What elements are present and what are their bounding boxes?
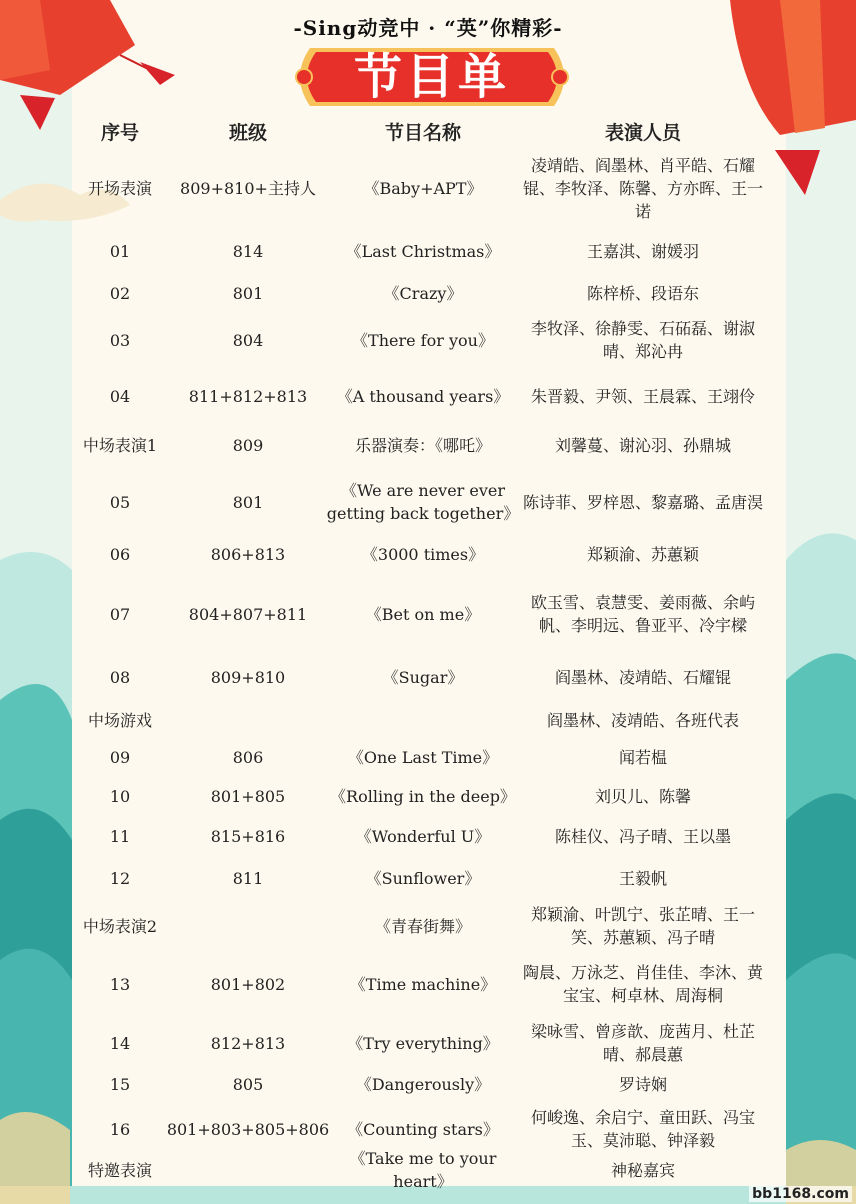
table-row bbox=[0, 700, 856, 740]
row-program bbox=[326, 902, 520, 950]
row-seq-text: 09 bbox=[109, 747, 131, 767]
row-program bbox=[326, 700, 520, 740]
row-class bbox=[170, 231, 326, 271]
row-seq-text: 中场表演2 bbox=[82, 916, 158, 936]
row-performers bbox=[520, 902, 766, 950]
row-class-text: 801 bbox=[232, 283, 264, 303]
row-class-text: 805 bbox=[232, 1074, 264, 1094]
table-row bbox=[0, 657, 856, 697]
table-row bbox=[0, 370, 856, 422]
row-seq-text: 02 bbox=[109, 283, 131, 303]
table-row bbox=[0, 857, 856, 899]
row-class-text: 804+807+811 bbox=[188, 604, 308, 624]
row-performers-text: 郑颖渝、苏蕙颖 bbox=[586, 544, 699, 564]
row-program bbox=[326, 314, 520, 366]
row-seq-text: 12 bbox=[109, 868, 131, 888]
table-row bbox=[0, 314, 856, 366]
row-class bbox=[170, 477, 326, 527]
table-row bbox=[0, 231, 856, 271]
row-program bbox=[326, 737, 520, 777]
row-class-text: 814 bbox=[232, 241, 264, 261]
row-performers-text: 李牧泽、徐静雯、石砳磊、谢淑晴、郑沁冉 bbox=[530, 319, 755, 361]
table-row bbox=[0, 1016, 856, 1070]
table-row bbox=[0, 273, 856, 313]
row-performers bbox=[520, 776, 766, 816]
row-seq-text: 08 bbox=[109, 667, 131, 687]
table-row bbox=[0, 902, 856, 950]
row-performers bbox=[520, 1156, 766, 1184]
row-program bbox=[326, 425, 520, 465]
row-seq bbox=[70, 1105, 170, 1153]
row-performers-text: 陈诗菲、罗梓恩、黎嘉璐、孟唐淏 bbox=[522, 492, 763, 512]
row-program-text: 《Dangerously》 bbox=[355, 1074, 491, 1094]
row-program-text: 《Bet on me》 bbox=[365, 604, 481, 624]
row-program bbox=[326, 816, 520, 856]
row-seq bbox=[70, 700, 170, 740]
row-performers-text: 王嘉淇、谢媛羽 bbox=[586, 241, 699, 261]
row-performers bbox=[520, 657, 766, 697]
row-class-text: 809+810 bbox=[210, 667, 286, 687]
row-seq bbox=[70, 1016, 170, 1070]
row-performers bbox=[520, 314, 766, 366]
row-class-text: 801+803+805+806 bbox=[166, 1119, 330, 1139]
row-class bbox=[170, 370, 326, 422]
row-class bbox=[170, 857, 326, 899]
row-seq bbox=[70, 580, 170, 648]
row-class bbox=[170, 902, 326, 950]
row-performers bbox=[520, 152, 766, 224]
row-class bbox=[170, 534, 326, 574]
row-seq-text: 04 bbox=[109, 386, 131, 406]
row-seq-text: 11 bbox=[109, 826, 131, 846]
table-row bbox=[0, 957, 856, 1011]
row-seq bbox=[70, 534, 170, 574]
row-performers-text: 神秘嘉宾 bbox=[610, 1160, 675, 1180]
row-program bbox=[326, 273, 520, 313]
row-seq-text: 14 bbox=[109, 1033, 131, 1053]
row-seq-text: 13 bbox=[109, 974, 131, 994]
row-class-text: 809+810+主持人 bbox=[180, 178, 316, 198]
row-seq-text: 03 bbox=[109, 330, 131, 350]
row-performers bbox=[520, 425, 766, 465]
row-program-text: 《Last Christmas》 bbox=[345, 241, 501, 261]
row-seq bbox=[70, 737, 170, 777]
row-performers-text: 王毅帆 bbox=[618, 868, 667, 888]
row-program-text: 《Rolling in the deep》 bbox=[330, 786, 516, 806]
row-class-text: 812+813 bbox=[210, 1033, 286, 1053]
row-seq bbox=[70, 816, 170, 856]
row-seq bbox=[70, 657, 170, 697]
row-seq bbox=[70, 957, 170, 1011]
row-class bbox=[170, 425, 326, 465]
row-performers-text: 陶晨、万泳芝、肖佳佳、李沐、黄宝宝、柯卓林、周海桐 bbox=[522, 963, 763, 1005]
row-performers bbox=[520, 580, 766, 648]
page-subtitle: -Sing动竞中 · “英”你精彩- bbox=[293, 16, 563, 40]
row-class-text: 811+812+813 bbox=[188, 386, 308, 406]
row-seq bbox=[70, 425, 170, 465]
row-performers bbox=[520, 231, 766, 271]
row-seq bbox=[70, 273, 170, 313]
row-program-text: 《Time machine》 bbox=[349, 974, 497, 994]
row-performers-text: 陈桂仪、冯子晴、王以墨 bbox=[554, 826, 731, 846]
row-performers-text: 罗诗娴 bbox=[618, 1074, 667, 1094]
row-class bbox=[170, 314, 326, 366]
row-performers bbox=[520, 737, 766, 777]
row-seq-text: 15 bbox=[109, 1074, 131, 1094]
row-performers bbox=[520, 273, 766, 313]
row-program-text: 乐器演奏：《哪吒》 bbox=[354, 435, 491, 455]
table-row bbox=[0, 580, 856, 648]
row-performers bbox=[520, 370, 766, 422]
row-performers-text: 刘贝儿、陈馨 bbox=[594, 786, 691, 806]
row-performers-text: 何峻逸、余启宁、童田跃、冯宝玉、莫沛聪、钟泽毅 bbox=[530, 1108, 755, 1150]
row-seq bbox=[70, 314, 170, 366]
row-performers-text: 梁咏雪、曾彦歆、庞茜月、杜芷晴、郝晨蕙 bbox=[530, 1022, 755, 1064]
row-seq bbox=[70, 477, 170, 527]
row-program bbox=[326, 231, 520, 271]
row-program-text: 《Counting stars》 bbox=[347, 1119, 499, 1139]
row-seq-text: 05 bbox=[109, 492, 131, 512]
row-seq bbox=[70, 1156, 170, 1184]
row-program-text: 《Baby+APT》 bbox=[363, 178, 483, 198]
row-program-text: 《A thousand years》 bbox=[336, 386, 510, 406]
row-program bbox=[326, 477, 520, 527]
table-row bbox=[0, 425, 856, 465]
table-row bbox=[0, 776, 856, 816]
table-row bbox=[0, 152, 856, 224]
column-header-class: 班级 bbox=[228, 122, 267, 144]
row-seq bbox=[70, 1070, 170, 1098]
row-seq-text: 06 bbox=[109, 544, 131, 564]
row-program bbox=[326, 534, 520, 574]
row-class bbox=[170, 273, 326, 313]
row-class-text: 801 bbox=[232, 492, 264, 512]
row-class bbox=[170, 957, 326, 1011]
row-performers-text: 凌靖皓、阎墨林、肖平皓、石耀锟、李牧泽、陈馨、方亦晖、王一诺 bbox=[522, 155, 763, 221]
row-seq-text: 特邀表演 bbox=[87, 1160, 152, 1180]
table-row bbox=[0, 534, 856, 574]
row-performers bbox=[520, 1016, 766, 1070]
row-performers-text: 闻若榅 bbox=[618, 747, 667, 767]
row-performers-text: 阎墨林、凌靖皓、石耀锟 bbox=[554, 667, 731, 687]
row-class bbox=[170, 1016, 326, 1070]
row-program bbox=[326, 152, 520, 224]
row-seq-text: 10 bbox=[109, 786, 131, 806]
column-header-program: 节目名称 bbox=[384, 122, 461, 144]
row-seq bbox=[70, 370, 170, 422]
row-program-text: 《Wonderful U》 bbox=[355, 826, 491, 846]
row-program-text: 《青春街舞》 bbox=[374, 916, 471, 936]
page-title: 节目单 bbox=[353, 49, 510, 105]
row-class-text: 806 bbox=[232, 747, 264, 767]
row-performers-text: 刘馨蔓、谢沁羽、孙鼎城 bbox=[554, 435, 731, 455]
row-performers bbox=[520, 816, 766, 856]
row-class bbox=[170, 1156, 326, 1184]
row-program bbox=[326, 1105, 520, 1153]
row-program-text: 《Try everything》 bbox=[347, 1033, 499, 1053]
row-seq-text: 01 bbox=[109, 241, 131, 261]
row-class-text: 801+805 bbox=[210, 786, 286, 806]
row-class-text: 804 bbox=[232, 330, 264, 350]
column-header-seq: 序号 bbox=[100, 122, 139, 144]
row-class bbox=[170, 580, 326, 648]
row-seq-text: 16 bbox=[109, 1119, 131, 1139]
row-seq bbox=[70, 902, 170, 950]
row-program-text: 《We are never ever getting back together》 bbox=[326, 481, 520, 523]
row-performers-text: 欧玉雪、袁慧雯、姜雨薇、余屿帆、李明远、鲁亚平、冷宇樑 bbox=[530, 593, 755, 635]
row-class-text: 809 bbox=[232, 435, 264, 455]
row-program bbox=[326, 580, 520, 648]
row-performers-text: 阎墨林、凌靖皓、各班代表 bbox=[546, 710, 739, 730]
row-seq-text: 开场表演 bbox=[87, 178, 152, 198]
row-program bbox=[326, 1149, 520, 1191]
row-class-text: 815+816 bbox=[210, 826, 286, 846]
row-class bbox=[170, 657, 326, 697]
row-class-text: 811 bbox=[232, 868, 264, 888]
row-program bbox=[326, 370, 520, 422]
row-program bbox=[326, 1016, 520, 1070]
row-program-text: 《Sugar》 bbox=[382, 667, 464, 687]
row-program bbox=[326, 776, 520, 816]
row-program-text: 《One Last Time》 bbox=[347, 747, 499, 767]
row-program bbox=[326, 1070, 520, 1098]
row-program-text: 《There for you》 bbox=[352, 330, 494, 350]
row-performers bbox=[520, 957, 766, 1011]
row-seq-text: 中场游戏 bbox=[87, 710, 152, 730]
row-seq bbox=[70, 231, 170, 271]
row-performers-text: 郑颖渝、叶凯宁、张芷晴、王一笑、苏蕙颖、冯子晴 bbox=[530, 905, 755, 947]
row-performers bbox=[520, 534, 766, 574]
row-seq bbox=[70, 857, 170, 899]
row-seq bbox=[70, 776, 170, 816]
row-class-text: 806+813 bbox=[210, 544, 286, 564]
watermark: bb1168.com bbox=[749, 1186, 852, 1202]
row-program-text: 《Take me to your heart》 bbox=[349, 1149, 497, 1191]
row-performers bbox=[520, 1105, 766, 1153]
table-row bbox=[0, 1070, 856, 1098]
column-header-performers: 表演人员 bbox=[604, 122, 681, 144]
row-performers bbox=[520, 1070, 766, 1098]
row-program bbox=[326, 957, 520, 1011]
row-performers bbox=[520, 857, 766, 899]
table-row bbox=[0, 816, 856, 856]
row-performers-text: 陈梓桥、段语东 bbox=[586, 283, 699, 303]
row-program bbox=[326, 857, 520, 899]
row-class bbox=[170, 776, 326, 816]
row-class bbox=[166, 1105, 330, 1153]
row-class bbox=[170, 152, 326, 224]
table-row bbox=[0, 1105, 856, 1153]
table-row bbox=[0, 737, 856, 777]
table-row bbox=[0, 477, 856, 527]
row-performers bbox=[520, 700, 766, 740]
row-program-text: 《Crazy》 bbox=[383, 283, 463, 303]
row-class-text: 801+802 bbox=[210, 974, 286, 994]
row-seq bbox=[70, 152, 170, 224]
row-performers-text: 朱晋毅、尹领、王晨霖、王翊伶 bbox=[530, 386, 755, 406]
row-seq-text: 中场表演1 bbox=[82, 435, 158, 455]
table-row bbox=[0, 1149, 856, 1191]
row-program bbox=[326, 657, 520, 697]
row-program-text: 《3000 times》 bbox=[361, 544, 485, 564]
row-performers bbox=[520, 477, 766, 527]
row-class bbox=[170, 816, 326, 856]
row-class bbox=[170, 737, 326, 777]
row-program-text: 《Sunflower》 bbox=[365, 868, 481, 888]
row-seq-text: 07 bbox=[109, 604, 131, 624]
row-class bbox=[170, 1070, 326, 1098]
row-class bbox=[170, 700, 326, 740]
